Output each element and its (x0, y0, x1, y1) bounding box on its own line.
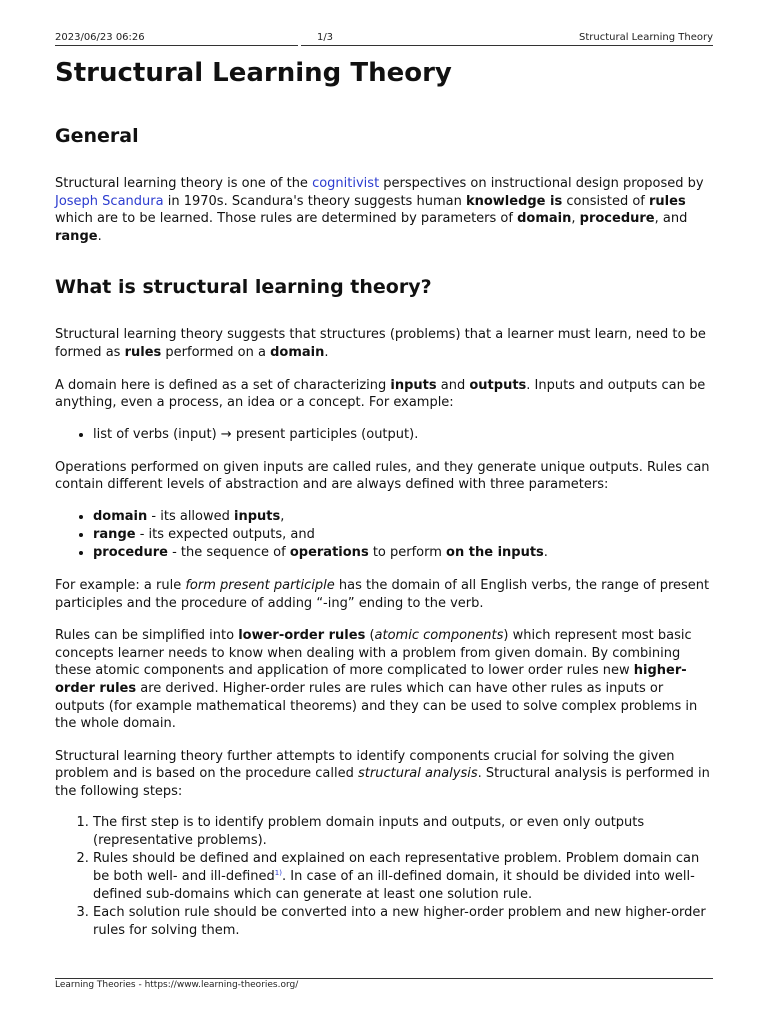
section-heading-what-is: What is structural learning theory? (55, 276, 432, 299)
header-datetime: 2023/06/23 06:26 (55, 32, 145, 43)
what-paragraph-3: Operations performed on given inputs are called rules, and they generate unique outputs. Rules can contain different levels of abstraction and are always defined with three parameters: (55, 459, 710, 493)
header-doc-title: Structural Learning Theory (578, 32, 713, 43)
list-item: • list of verbs (input) → present participles (output). (93, 426, 715, 444)
page-header (55, 32, 713, 46)
what-paragraph-4: For example: a rule form present participle has the domain of all English verbs, the range of present participles and the procedure of adding “-ing” ending to the verb. (55, 577, 710, 611)
list-item-domain: • domain - its allowed inputs, (93, 508, 715, 526)
header-divider-left (55, 45, 298, 46)
general-paragraph: Structural learning theory is one of the cognitivist perspectives on instructional design proposed by Joseph Scandura in 1970s. Scandura's theory suggests human knowledge is consisted of rules which are to be learned. Those rules are determined by parameters of domain, procedure, and range. (55, 176, 704, 244)
what-paragraph-5: Rules can be simplified into lower-order rules (atomic components) which represent most basic concepts learner needs to know when dealing with a problem from given domain. By combining these atomic components and application of more complicated to lower order rules new higher-order rules are derived. Higher-order rules are rules which can have other rules as inputs or outputs (for example mathematical theorems) and they can be used to solve complex problems in the whole domain. (55, 628, 698, 732)
step-1: 1. The first step is to identify problem domain inputs and outputs, or even only outputs (representative problems). (93, 814, 715, 850)
what-paragraph-1: Structural learning theory suggests that structures (problems) that a learner must learn, need to be formed as rules performed on a domain. (55, 327, 706, 360)
footnote-link-1[interactable]: 1) (274, 869, 282, 878)
what-paragraph-2: A domain here is defined as a set of characterizing inputs and outputs. Inputs and outputs can be anything, even a process, an idea or a concept. For example: (55, 377, 706, 411)
list-item-procedure: • procedure - the sequence of operations to perform on the inputs. (93, 544, 715, 562)
header-divider-right (301, 45, 713, 46)
what-paragraph-6: Structural learning theory further attempts to identify components crucial for solving the given problem and is based on the procedure called structural analysis. Structural analysis is performed in the following steps: (55, 748, 710, 799)
page-footer: Learning Theories - https://www.learning-theories.org/ (55, 980, 299, 990)
header-page-number: 1/3 (316, 32, 334, 43)
link-cognitivist[interactable]: cognitivist (312, 176, 380, 191)
analysis-steps-list (55, 814, 715, 940)
link-joseph-scandura[interactable]: Joseph Scandura (55, 193, 164, 209)
step-2: 2. Rules should be defined and explained on each representative problem. Problem domain can be both well- and ill-defined$^{1)}$. In case of an ill-defined domain, it should be divided into well-defined sub-domains which can generate at least one solution rule. (93, 850, 715, 904)
step-3: 3. Each solution rule should be converted into a new higher-order problem and new higher-order rules for solving them. (93, 904, 715, 940)
list-item-range: • range - its expected outputs, and (93, 526, 715, 544)
footer-divider (55, 978, 713, 979)
parameters-list (55, 508, 715, 562)
document-body (55, 54, 715, 940)
example-list (55, 426, 715, 444)
page-title: Structural Learning Theory (55, 58, 452, 88)
section-heading-general: General (55, 125, 139, 147)
